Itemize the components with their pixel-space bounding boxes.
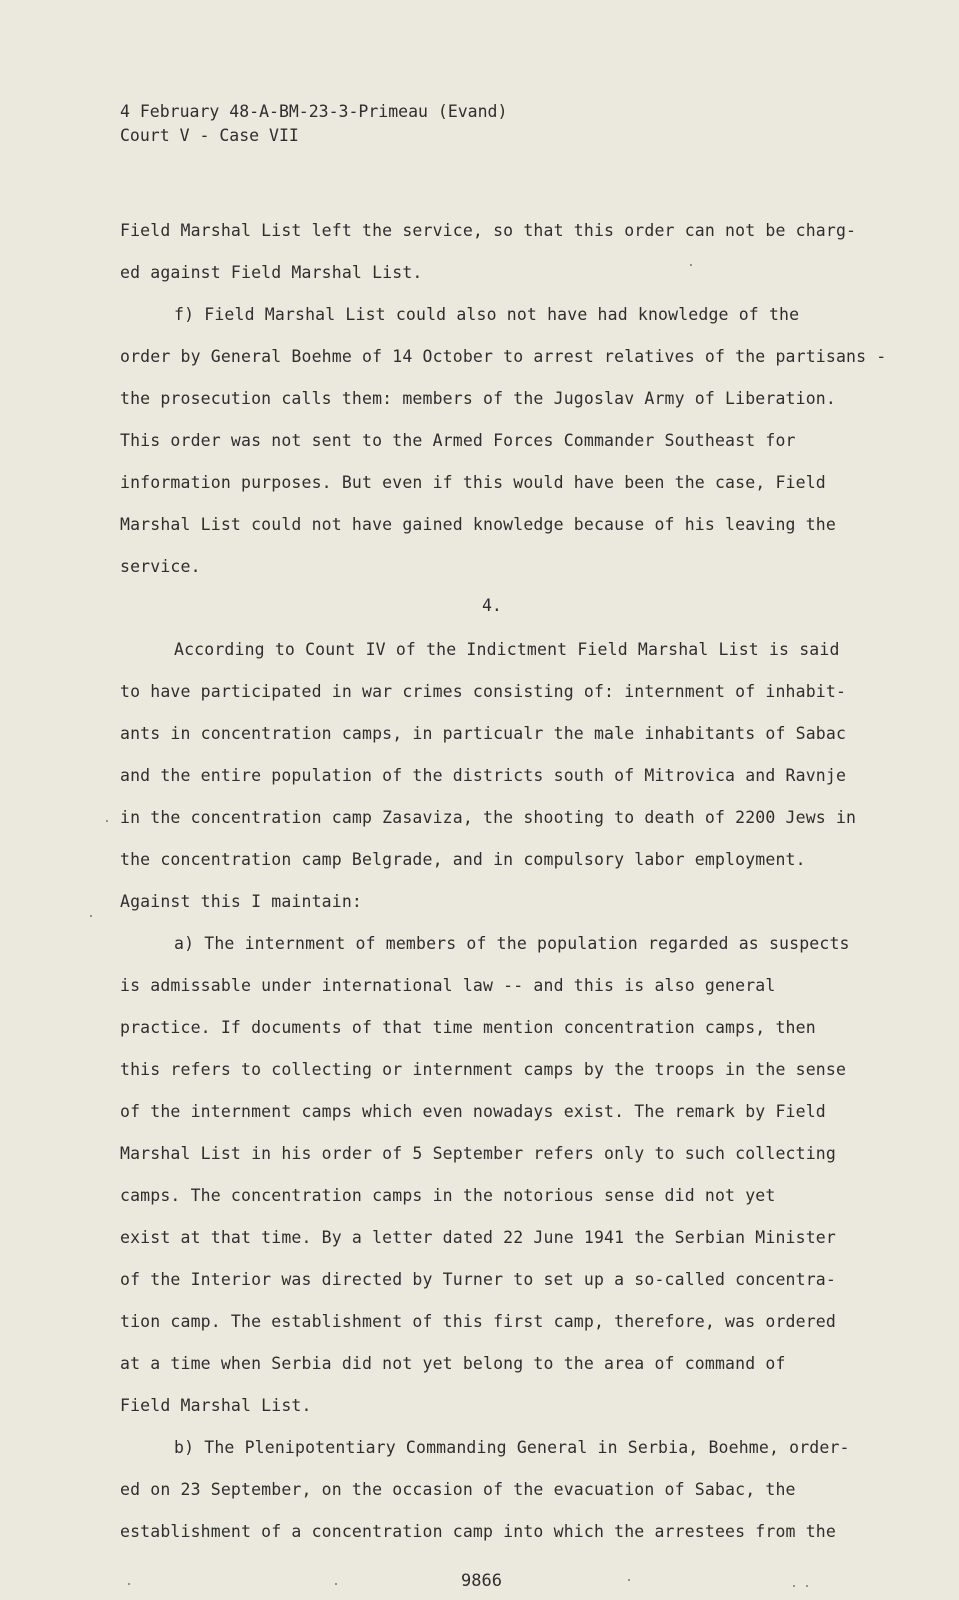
body-line: this refers to collecting or internment camps by the troops in the sense bbox=[120, 1060, 847, 1079]
body-line: the prosecution calls them: members of the Jugoslav Army of Liberation. bbox=[120, 389, 836, 408]
header-line-2: Court V - Case VII bbox=[120, 126, 299, 145]
paper-speck bbox=[793, 1585, 795, 1587]
body-line: service. bbox=[120, 557, 201, 576]
page-number: 9866 bbox=[461, 1571, 502, 1591]
paper-speck bbox=[335, 1583, 337, 1585]
body-line: and the entire population of the districts south of Mitrovica and Ravnje bbox=[120, 766, 847, 785]
paper-speck bbox=[90, 915, 92, 917]
body-line: of the internment camps which even nowadays exist. The remark by Field bbox=[120, 1102, 826, 1121]
body-line: of the Interior was directed by Turner to set up a so-called concentra- bbox=[120, 1270, 836, 1289]
section-number: 4. bbox=[482, 596, 502, 615]
body-line: information purposes. But even if this would have been the case, Field bbox=[120, 473, 826, 492]
paper-speck bbox=[628, 1579, 630, 1581]
body-line: at a time when Serbia did not yet belong to the area of command of bbox=[120, 1354, 786, 1373]
body-line: tion camp. The establishment of this first camp, therefore, was ordered bbox=[120, 1312, 836, 1331]
body-line: practice. If documents of that time mention concentration camps, then bbox=[120, 1018, 816, 1037]
body-line: ed on 23 September, on the occasion of the evacuation of Sabac, the bbox=[120, 1480, 796, 1499]
body-line: ed against Field Marshal List. bbox=[120, 263, 423, 282]
paper-speck bbox=[806, 1585, 808, 1587]
body-line: Field Marshal List. bbox=[120, 1396, 312, 1415]
body-line: camps. The concentration camps in the notorious sense did not yet bbox=[120, 1186, 776, 1205]
body-line: According to Count IV of the Indictment Field Marshal List is said bbox=[174, 640, 840, 659]
body-line: to have participated in war crimes consisting of: internment of inhabit- bbox=[120, 682, 847, 701]
body-line: Marshal List in his order of 5 September refers only to such collecting bbox=[120, 1144, 836, 1163]
body-line: Marshal List could not have gained knowledge because of his leaving the bbox=[120, 515, 836, 534]
body-line: Field Marshal List left the service, so that this order can not be charg- bbox=[120, 221, 857, 240]
body-line: exist at that time. By a letter dated 22 June 1941 the Serbian Minister bbox=[120, 1228, 836, 1247]
body-line: f) Field Marshal List could also not have had knowledge of the bbox=[174, 305, 800, 324]
body-line: the concentration camp Belgrade, and in compulsory labor employment. bbox=[120, 850, 806, 869]
body-line: in the concentration camp Zasaviza, the shooting to death of 2200 Jews in bbox=[120, 808, 857, 827]
body-line: Against this I maintain: bbox=[120, 892, 363, 911]
paper-speck bbox=[128, 1583, 130, 1585]
paper-speck bbox=[690, 264, 692, 266]
body-line: a) The internment of members of the population regarded as suspects bbox=[174, 934, 850, 953]
document-header bbox=[120, 100, 507, 148]
header-line-1: 4 February 48-A-BM-23-3-Primeau (Evand) bbox=[120, 102, 508, 121]
body-line: ants in concentration camps, in particualr the male inhabitants of Sabac bbox=[120, 724, 847, 743]
body-line: is admissable under international law -- and this is also general bbox=[120, 976, 776, 995]
body-line: This order was not sent to the Armed Forces Commander Southeast for bbox=[120, 431, 796, 450]
body-line: b) The Plenipotentiary Commanding General in Serbia, Boehme, order- bbox=[174, 1438, 850, 1457]
body-line: order by General Boehme of 14 October to arrest relatives of the partisans - bbox=[120, 347, 887, 366]
paper-speck bbox=[106, 820, 108, 822]
body-line: establishment of a concentration camp into which the arrestees from the bbox=[120, 1522, 836, 1541]
